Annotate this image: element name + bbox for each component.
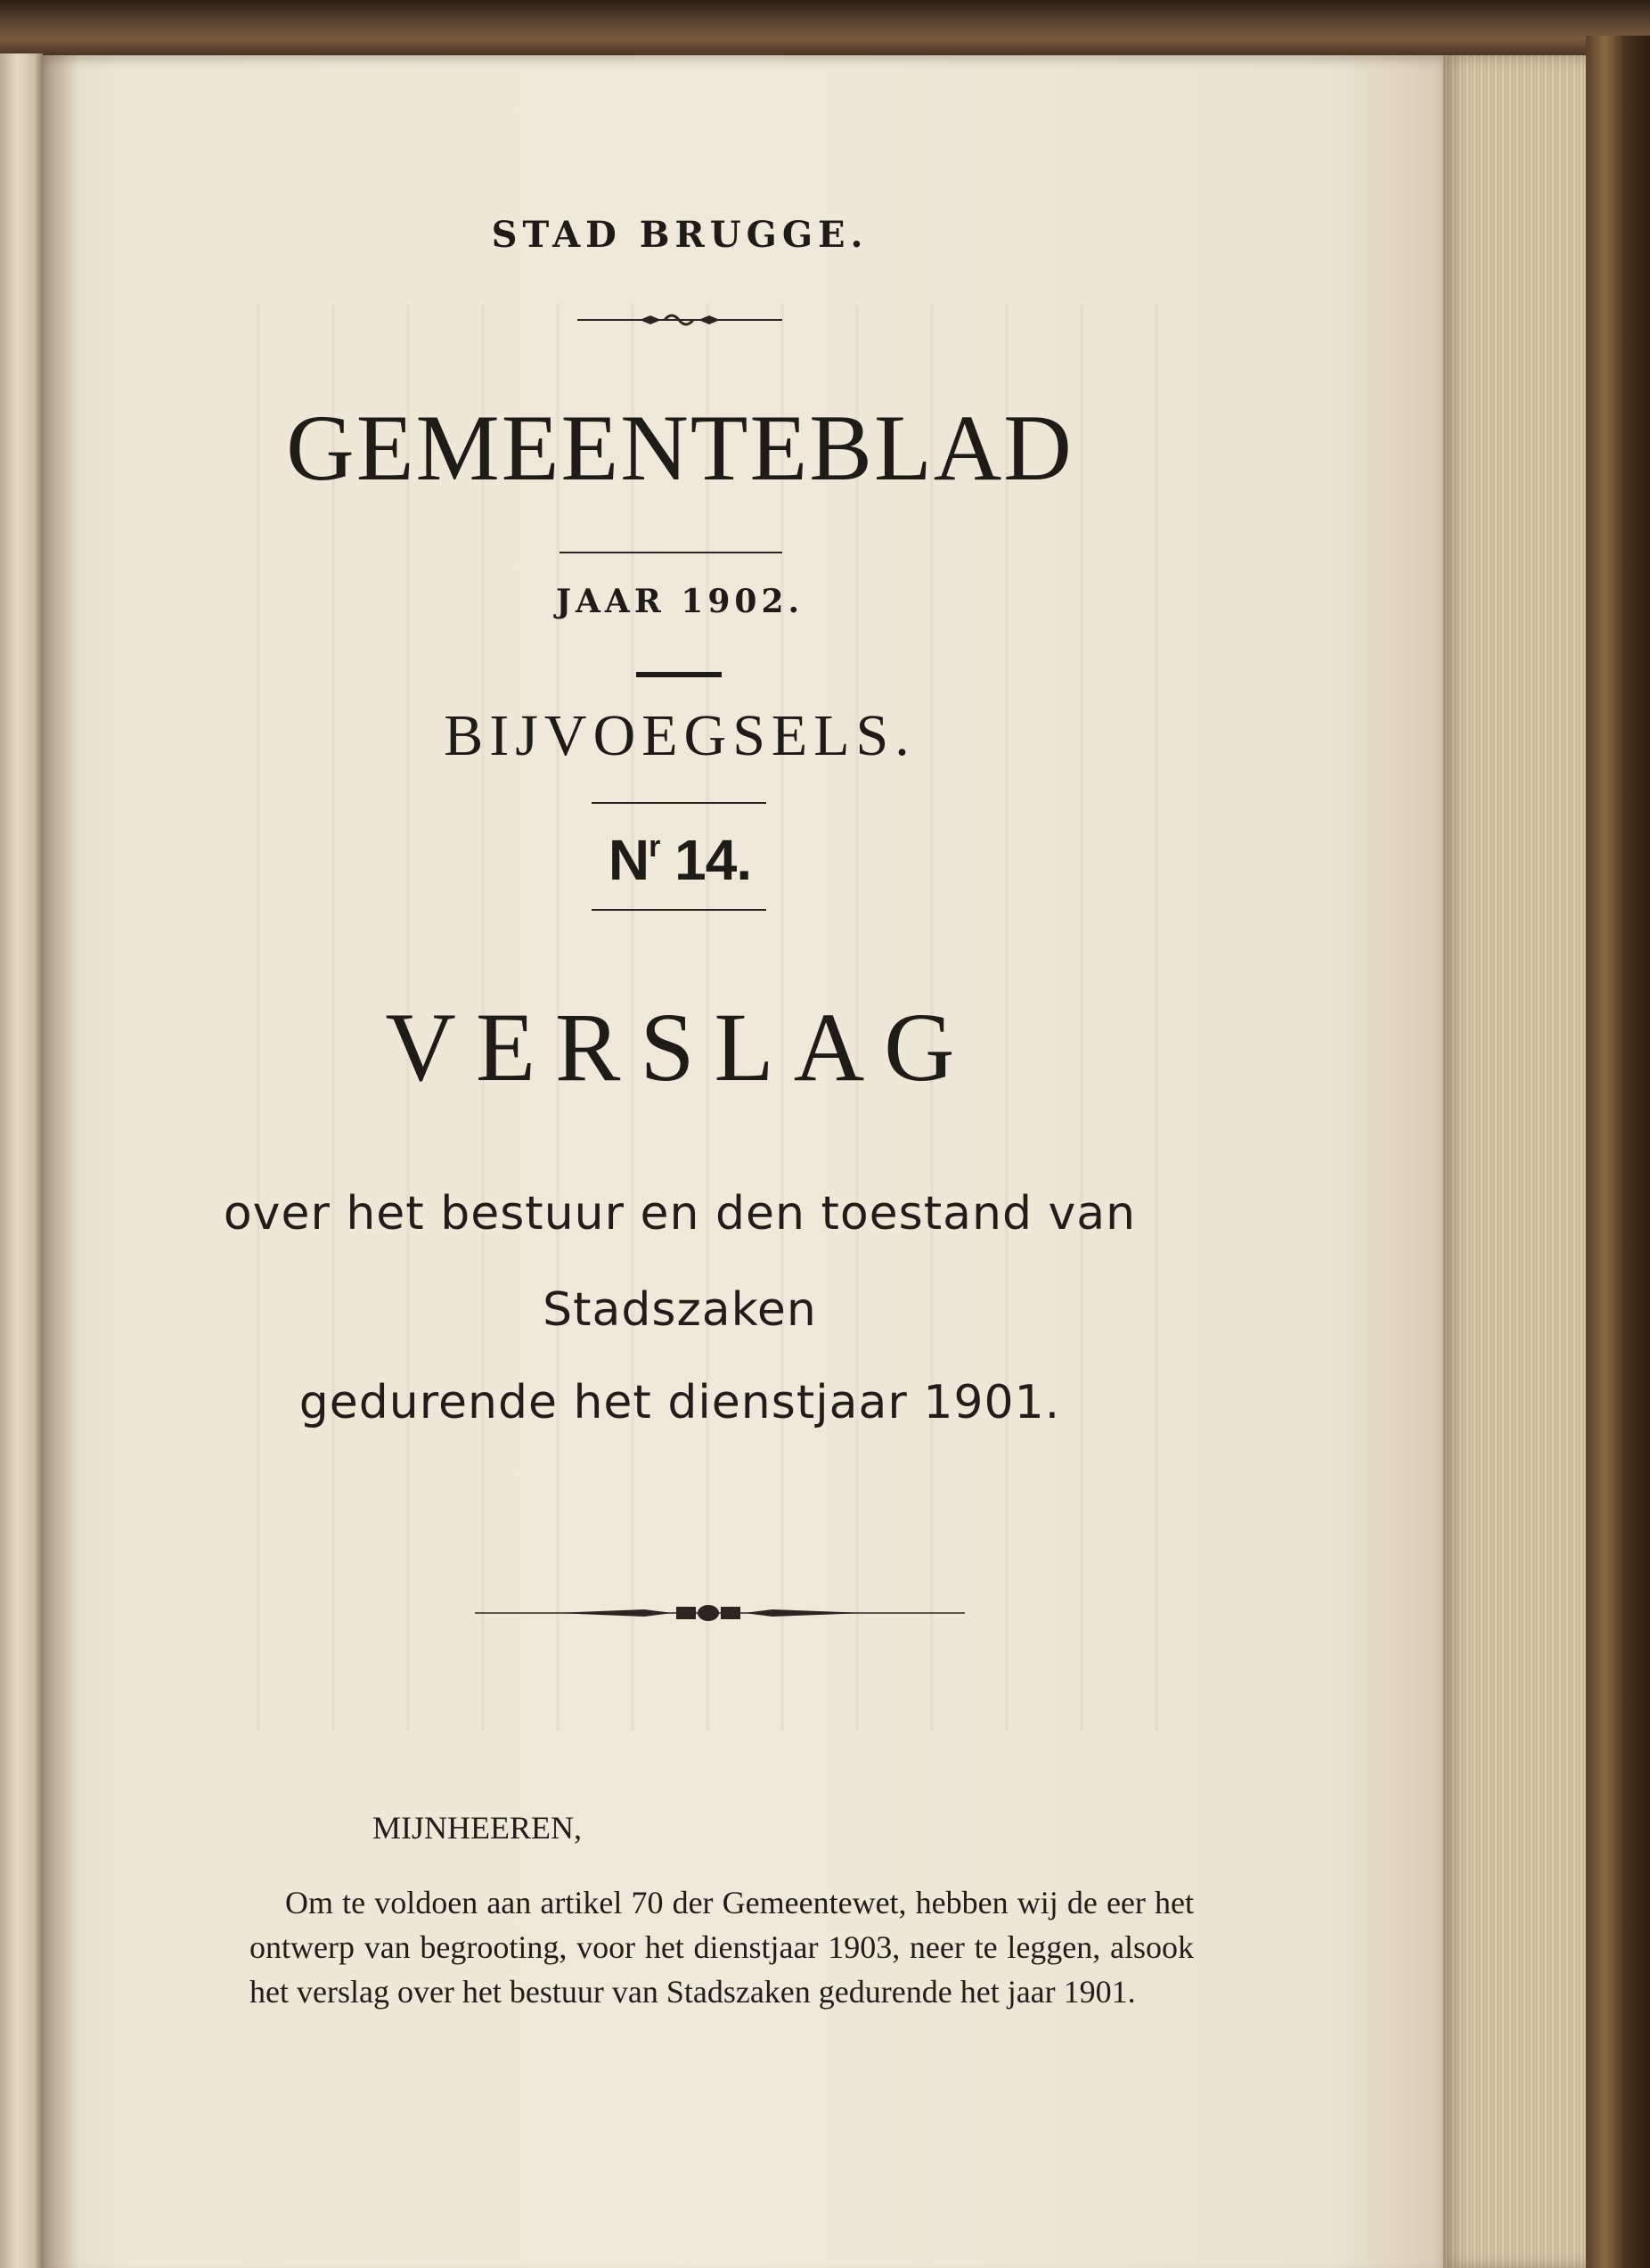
report-heading: VERSLAG bbox=[385, 993, 975, 1101]
page bbox=[43, 55, 1443, 2268]
spine-shadow bbox=[43, 55, 78, 2268]
divider bbox=[592, 909, 766, 911]
city-header: STAD BRUGGE. bbox=[491, 214, 869, 256]
long-ornament-icon bbox=[475, 1595, 965, 1631]
report-subtitle-line: over het bestuur en den toestand van bbox=[223, 1187, 1137, 1240]
number-value: 14. bbox=[659, 828, 752, 892]
facing-page-edge bbox=[0, 53, 43, 2268]
year-label: JAAR 1902. bbox=[555, 583, 805, 620]
report-subtitle-line: gedurende het dienstjaar 1901. bbox=[298, 1376, 1061, 1429]
report-subtitle-line: Stadszaken bbox=[543, 1283, 817, 1337]
divider bbox=[560, 552, 782, 553]
page-stack-edge bbox=[1442, 55, 1586, 2268]
salutation: MIJNHEEREN, bbox=[372, 1810, 582, 1846]
book-cover-board bbox=[1586, 36, 1650, 2268]
divider bbox=[592, 802, 766, 804]
number-prefix: N bbox=[608, 828, 649, 892]
issue-number bbox=[43, 827, 1317, 893]
section-title: BIJVOEGSELS. bbox=[444, 703, 916, 768]
book-top-edge bbox=[0, 0, 1650, 55]
number-sup: r bbox=[649, 830, 660, 864]
body-paragraph: Om te voldoen aan artikel 70 der Gemeentewet, hebben wij de eer het ontwerp van begrooting, voor het dienstjaar 1903, neer te leggen, alsook het verslag over het bestuur van Stadszaken gedurende het jaar 1901. bbox=[249, 1885, 1194, 2010]
small-ornament-icon bbox=[577, 307, 782, 333]
divider bbox=[636, 672, 722, 677]
main-title: GEMEENTEBLAD bbox=[286, 396, 1074, 500]
